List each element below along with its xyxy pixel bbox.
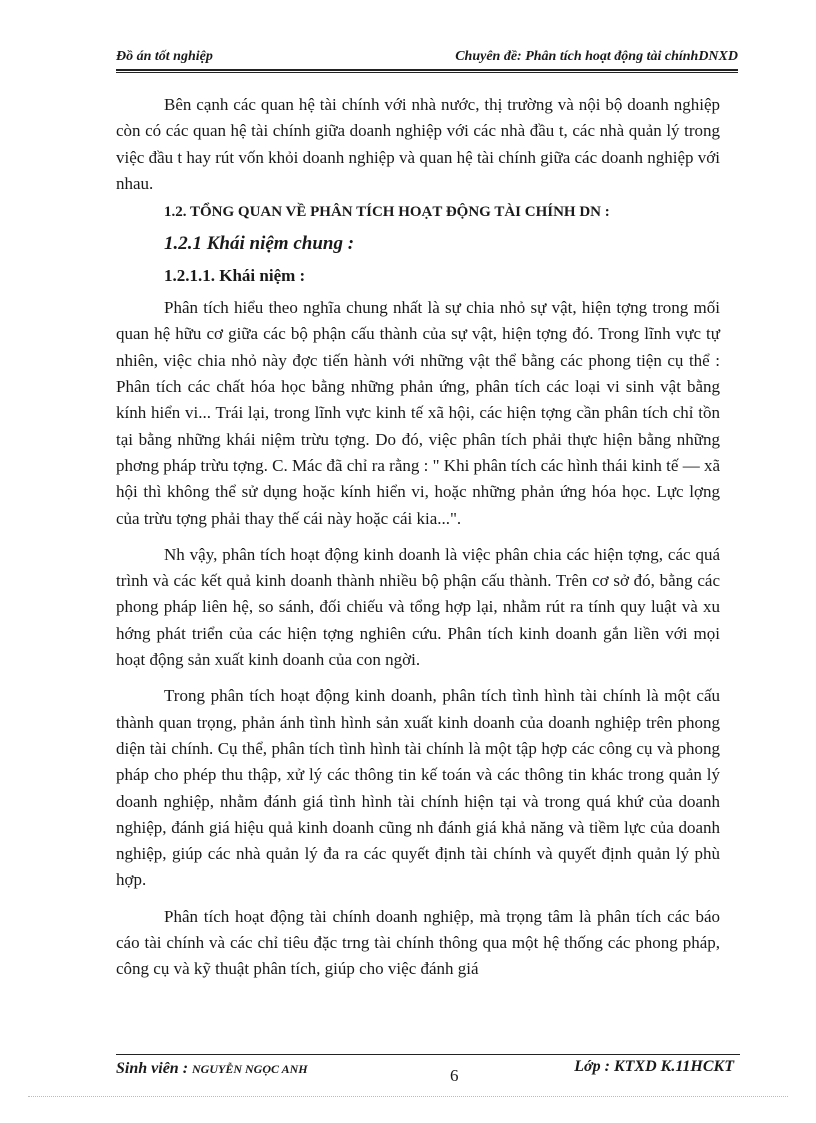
header-rule-thick xyxy=(116,69,738,71)
page-header xyxy=(116,49,738,69)
document-body xyxy=(116,92,720,983)
page-footer xyxy=(116,1058,740,1088)
section-heading-1-2: 1.2. TỔNG QUAN VỀ PHÂN TÍCH HOẠT ĐỘNG TÀI CHÍNH DN : xyxy=(164,204,610,221)
paragraph-financial-statements: Phân tích hoạt động tài chính doanh nghiệp, mà trọng tâm là phân tích các báo cáo tài chính và các chỉ tiêu đặc trng tài chính thông qua một hệ thống các phong pháp, công cụ và kỹ thuật phân tích, giúp cho việc đánh giá xyxy=(116,906,720,979)
header-rule-thin xyxy=(116,72,738,73)
footer-student-label: Sinh viên : xyxy=(116,1060,189,1077)
section-heading-1-2-1-1: 1.2.1.1. Khái niệm : xyxy=(164,266,306,286)
page-bottom-dotted-line xyxy=(28,1096,788,1097)
paragraph-analysis-definition: Phân tích hiểu theo nghĩa chung nhất là sự chia nhỏ sự vật, hiện tợng trong mối quan hệ hữu cơ giữa các bộ phận cấu thành của sự vật, hiện tợng đó. Trong lĩnh vực tự nhiên, việc chia nhỏ này đợc tiến hành với những vật thể bằng các phong tiện cụ thể : Phân tích các chất hóa học bằng những phản ứng, phân tích các loại vi sinh vật bằng kính hiển vi... Trái lại, trong lĩnh vực kinh tế xã hội, các hiện tợng cần phân tích chỉ tồn tại bằng những khái niệm trừu tợng. Do đó, việc phân tích phải thực hiện bằng những phơng pháp trừu tợng. C. Mác đã chỉ ra rằng : " Khi phân tích các hình thái kinh tế — xã hội thì không thể sử dụng hoặc kính hiển vi, hoặc những phản ứng hóa học. Lực lợng của trừu tợng phải thay thế cái này hoặc cái kia...". xyxy=(116,298,720,528)
paragraph-business-analysis: Nh vậy, phân tích hoạt động kinh doanh là việc phân chia các hiện tợng, các quá trình và các kết quả kinh doanh thành nhiều bộ phận cấu thành. Trên cơ sở đó, bằng các phong pháp liên hệ, so sánh, đối chiếu và tổng hợp lại, nhằm rút ra tính quy luật và xu hớng phát triển của các hiện tợng nghiên cứu. Phân tích kinh doanh gắn liền với mọi hoạt động sản xuất kinh doanh của con ngời. xyxy=(116,544,720,670)
section-heading-1-2-1: 1.2.1 Khái niệm chung : xyxy=(164,233,355,255)
paragraph-financial-analysis: Trong phân tích hoạt động kinh doanh, phân tích tình hình tài chính là một cấu thành quan trọng, phản ánh tình hình sản xuất kinh doanh của doanh nghiệp trên phong diện tài chính. Cụ thể, phân tích tình hình tài chính là một tập hợp các công cụ và phong pháp cho phép thu thập, xử lý các thông tin kế toán và các thông tin khác trong quản lý doanh nghiệp, nhằm đánh giá tình hình tài chính hiện tại và trong quá khứ của doanh nghiệp, đánh giá hiệu quả kinh doanh cũng nh đánh giá khả năng và tiềm lực của doanh nghiệp, giúp các nhà quản lý đa ra các quyết định tài chính và quyết định quản lý phù hợp. xyxy=(116,686,720,890)
footer-student-name: NGUYỄN NGỌC ANH xyxy=(192,1062,308,1076)
page-number: 6 xyxy=(450,1066,459,1085)
footer-class: Lớp : KTXD K.11HCKT xyxy=(574,1058,734,1075)
footer-student xyxy=(116,1060,308,1078)
header-left-title: Đồ án tốt nghiệp xyxy=(116,49,213,64)
paragraph-financial-relations: Bên cạnh các quan hệ tài chính với nhà nước, thị trường và nội bộ doanh nghiệp còn có các quan hệ tài chính giữa doanh nghiệp với các nhà đầu t, các nhà quản lý trong việc đầu t hay rút vốn khỏi doanh nghiệp và quan hệ tài chính giữa các doanh nghiệp với nhau. xyxy=(116,95,720,193)
footer-rule xyxy=(116,1054,740,1055)
header-right-title: Chuyên đề: Phân tích hoạt động tài chínhDNXD xyxy=(455,49,738,64)
